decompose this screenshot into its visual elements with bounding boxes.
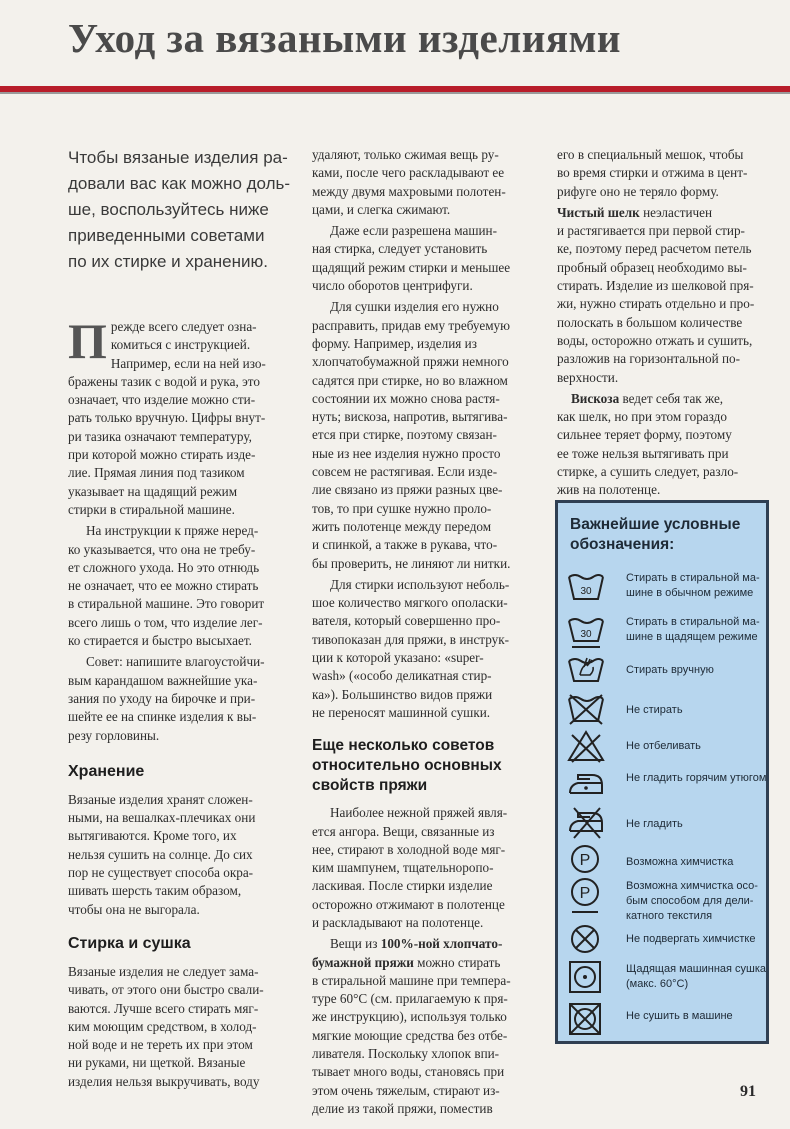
text-line: ной воде и не тереть их при этом bbox=[68, 1037, 253, 1053]
text-line: шейте ее на спинке изделия к вы- bbox=[68, 709, 257, 725]
title-rule-grey bbox=[0, 92, 790, 94]
text-line: чтобы она не выгорала. bbox=[68, 901, 200, 917]
legend-item-text: Возможна химчистка bbox=[626, 856, 734, 868]
text-line: тов, то при сушке нужно проло- bbox=[312, 500, 492, 516]
page-title: Уход за вязаными изделиями bbox=[68, 15, 622, 61]
text-line: тивопоказан для пряжи, в инструк- bbox=[312, 631, 510, 647]
text-line: его в специальный мешок, чтобы bbox=[557, 147, 744, 162]
column-3 bbox=[557, 146, 772, 500]
text-line: ким моющим средством, в холод- bbox=[68, 1018, 257, 1034]
paragraph bbox=[312, 222, 524, 295]
dry-clean-letter: P bbox=[579, 852, 591, 869]
temperature-label: 30 bbox=[580, 586, 592, 597]
legend-item bbox=[566, 615, 766, 655]
text-line: как шелк, но при этом гораздо bbox=[557, 409, 727, 425]
legend-item bbox=[566, 693, 766, 733]
text-line: совсем не растягивая. Если изде- bbox=[312, 464, 498, 480]
legend-item-text: Не отбеливать bbox=[626, 740, 701, 752]
wash-30-icon bbox=[566, 571, 606, 603]
bold-text: Чистый шелк bbox=[557, 204, 640, 220]
text-line: жив на полотенце. bbox=[557, 482, 661, 498]
text-line: бражены тазик с водой и рука, это bbox=[68, 373, 260, 389]
text-line: ке, поэтому перед расчетом петель bbox=[557, 241, 752, 257]
text-run: можно стирать bbox=[413, 954, 501, 970]
paragraph bbox=[312, 576, 524, 722]
text-line: лие связано из пряжи разных цве- bbox=[312, 482, 503, 498]
text-line: ками, после чего раскладывают ее bbox=[312, 165, 505, 181]
legend-item-text: Не гладить bbox=[626, 818, 683, 830]
iron-low-icon bbox=[566, 767, 606, 799]
text-line: ная стирка, следует установить bbox=[312, 241, 488, 257]
tumble-dry-low-icon bbox=[566, 959, 606, 995]
text-line: верхности. bbox=[557, 369, 619, 385]
paragraph bbox=[557, 146, 772, 201]
text-line: цами, и слегка сжимают. bbox=[312, 201, 451, 217]
text-line: число оборотов центрифуги. bbox=[312, 278, 473, 294]
text-line: ласкивая. После стирки изделие bbox=[312, 878, 493, 894]
text-line: сильнее теряет форму, поэтому bbox=[557, 427, 732, 443]
paragraph bbox=[312, 804, 524, 932]
text-line: чивать, от этого они быстро свали- bbox=[68, 982, 264, 998]
text-line: комиться с инструкцией. bbox=[110, 337, 251, 353]
heading-storage: Хранение bbox=[68, 762, 145, 780]
text-line: в стиральной машине. Это говорит bbox=[68, 596, 265, 612]
text-line: во время стирки и отжима в цент- bbox=[557, 165, 748, 181]
text-line: осторожно отжимают в полотенце bbox=[312, 896, 505, 912]
paragraph bbox=[557, 390, 772, 500]
legend-item bbox=[566, 767, 766, 807]
hand-wash-icon bbox=[566, 653, 606, 685]
text-line: означает, что изделие можно сти- bbox=[68, 392, 256, 408]
text-line bbox=[557, 390, 772, 408]
text-line: ка»). Большинство видов пряжи bbox=[312, 686, 493, 702]
paragraph bbox=[312, 935, 524, 1118]
no-iron-icon bbox=[566, 805, 606, 839]
text-line: ко стирается и быстро высыхает. bbox=[68, 633, 252, 649]
text-line: Наиболее нежной пряжей явля- bbox=[330, 805, 508, 821]
text-run: неэластичен bbox=[639, 204, 713, 220]
no-tumble-dry-icon bbox=[566, 1001, 606, 1037]
legend-item-text: Щадящая машинная сушка (макс. 60°C) bbox=[626, 963, 767, 990]
heading-line: Еще несколько советов bbox=[312, 737, 495, 755]
text-line: нее, стирают в холодной воде мяг- bbox=[312, 841, 506, 857]
text-line: Например, если на ней изо- bbox=[110, 355, 266, 371]
text-line: стирке, а сушить следует, разло- bbox=[557, 464, 739, 480]
no-dry-clean-icon bbox=[566, 923, 606, 957]
text-line: Вязаные изделия не следует зама- bbox=[68, 963, 259, 979]
text-line: и спинкой, а также в рукава, что- bbox=[312, 537, 498, 553]
text-line: же инструкцию), используя только bbox=[312, 1009, 507, 1025]
text-line: ции к которой указано: «super- bbox=[312, 650, 484, 666]
text-line: ные из нее изделия нужно просто bbox=[312, 445, 501, 461]
text-line: мягкие моющие средства без отбе- bbox=[312, 1027, 508, 1043]
page-number: 91 bbox=[740, 1083, 756, 1100]
text-line: Совет: напишите влагоустойчи- bbox=[86, 654, 265, 670]
legend-item bbox=[566, 653, 766, 693]
dry-clean-letter: P bbox=[579, 885, 591, 902]
text-line: нуть; вискоза, напротив, вытягива- bbox=[312, 409, 508, 425]
text-line: Даже если разрешена машин- bbox=[330, 223, 497, 239]
text-line: зания по уходу на бирочке и при- bbox=[68, 690, 256, 706]
paragraph bbox=[68, 653, 283, 744]
text-line: и растягивается при первой стир- bbox=[557, 223, 745, 239]
column-1 bbox=[68, 313, 283, 1091]
text-line: шое количество мягкого ополаски- bbox=[312, 595, 508, 611]
text-line bbox=[557, 204, 772, 222]
text-line: делие из такой пряжи, поместив bbox=[312, 1100, 493, 1116]
paragraph bbox=[68, 313, 283, 519]
text-line: пробный образец необходимо вы- bbox=[557, 259, 747, 275]
dry-clean-p-gentle-icon bbox=[566, 877, 606, 917]
wash-30-gentle-icon bbox=[566, 615, 606, 651]
text-line: ко указывается, что она не требу- bbox=[68, 541, 256, 557]
legend-item bbox=[566, 805, 766, 845]
text-line: вым карандашом важнейшие ука- bbox=[68, 672, 258, 688]
intro-line: по их стирке и хранению. bbox=[68, 252, 268, 271]
text-line: жить полотенце между передом bbox=[312, 518, 492, 534]
text-line: хлопчатобумажной пряжи немного bbox=[312, 354, 509, 370]
text-line: ваются. Лучше всего стирать мяг- bbox=[68, 1000, 259, 1016]
text-line: и раскладывают на полотенце. bbox=[312, 914, 484, 930]
text-line: бы проверить, не линяют ли нитки. bbox=[312, 555, 511, 571]
text-line: в стиральной машине при темпера- bbox=[312, 972, 511, 988]
text-line bbox=[312, 954, 524, 972]
text-line: Вязаные изделия хранят сложен- bbox=[68, 791, 253, 807]
text-line: вателя, который совершенно про- bbox=[312, 613, 501, 629]
care-symbols-legend bbox=[555, 500, 769, 1044]
legend-item bbox=[566, 1001, 766, 1041]
text-line: ными, на вешалках-плечиках они bbox=[68, 810, 256, 826]
text-line: рифуге оно не теряло форму. bbox=[557, 183, 719, 199]
text-line: стирки в стиральной машине. bbox=[68, 501, 235, 517]
legend-item bbox=[566, 923, 766, 963]
text-line: не переносят машинной сушки. bbox=[312, 704, 491, 720]
paragraph bbox=[68, 522, 283, 650]
paragraph bbox=[312, 146, 524, 219]
paragraph bbox=[312, 298, 524, 572]
legend-item bbox=[566, 571, 766, 611]
heading-line: свойств пряжи bbox=[312, 777, 428, 795]
text-line: лие. Прямая линия под тазиком bbox=[68, 465, 245, 481]
text-line: ким шампунем, тщательноропо- bbox=[312, 860, 494, 876]
bold-text: Вискоза bbox=[571, 390, 620, 406]
text-line: ри тазика означают температуру, bbox=[68, 428, 252, 444]
text-line: не означает, что ее можно стирать bbox=[68, 578, 259, 594]
text-line: рать только вручную. Цифры внут- bbox=[68, 410, 266, 426]
text-run: ведет себя так же, bbox=[619, 390, 724, 406]
drop-cap: П bbox=[68, 313, 107, 369]
heading-wash-dry: Стирка и сушка bbox=[68, 934, 191, 952]
legend-item bbox=[566, 729, 766, 769]
legend-item-text: Не сушить в машине bbox=[626, 1010, 733, 1022]
heading-more-tips bbox=[312, 736, 524, 796]
text-line: щадящий режим стирки и меньшее bbox=[312, 259, 511, 275]
legend-item-text: Не гладить горячим утюгом bbox=[626, 772, 767, 784]
text-line: пор не существует способа окра- bbox=[68, 865, 254, 881]
text-line: этом очень тяжелым, стирают из- bbox=[312, 1082, 500, 1098]
text-line: нельзя сушить на солнце. До сих bbox=[68, 846, 253, 862]
column-2 bbox=[312, 146, 524, 1118]
text-line: расправить, придав ему требуемую bbox=[312, 317, 510, 333]
text-line: Для стирки используют неболь- bbox=[330, 576, 510, 592]
text-line: режде всего следует озна- bbox=[110, 319, 257, 334]
legend-title-line: Важнейшие условные bbox=[570, 516, 741, 533]
text-line: всего лишь о том, что изделие лег- bbox=[68, 614, 263, 630]
legend-item-text: Не стирать bbox=[626, 704, 683, 716]
no-bleach-icon bbox=[566, 729, 606, 763]
legend-item-text: Стирать вручную bbox=[626, 664, 714, 676]
bold-text: бумажной пряжи bbox=[312, 954, 414, 970]
text-line: стирать. Изделие из шелковой пря- bbox=[557, 278, 754, 294]
text-line: жи, нужно стирать отдельно и про- bbox=[557, 296, 755, 312]
intro-line: Чтобы вязаные изделия ра- bbox=[68, 148, 288, 167]
text-line: при которой можно стирать изде- bbox=[68, 447, 256, 463]
heading-line: относительно основных bbox=[312, 757, 502, 775]
text-line bbox=[312, 935, 524, 953]
legend-item-text: Возможна химчистка осо-бым способом для дели-катного текстиля bbox=[626, 880, 758, 922]
legend-item-text: Стирать в стиральной ма-шине в щадящем режиме bbox=[626, 616, 760, 643]
temperature-label: 30 bbox=[580, 629, 592, 640]
intro-line: приведенными советами bbox=[68, 226, 265, 245]
legend-item-text: Стирать в стиральной ма-шине в обычном режиме bbox=[626, 572, 760, 599]
legend-item bbox=[566, 877, 766, 925]
legend-item-text: Не подвергать химчистке bbox=[626, 933, 756, 945]
text-line: тывает много воды, становясь при bbox=[312, 1064, 505, 1080]
legend-item bbox=[566, 959, 766, 999]
text-run: Вещи из bbox=[330, 936, 381, 952]
paragraph bbox=[68, 791, 283, 919]
text-line: вытягиваются. Кроме того, их bbox=[68, 828, 237, 844]
text-line: ее тоже нельзя вытягивать при bbox=[557, 445, 729, 461]
intro-line: ше, воспользуйтесь ниже bbox=[68, 200, 269, 219]
text-line: Для сушки изделия его нужно bbox=[330, 299, 499, 315]
text-line: ется ангора. Вещи, связанные из bbox=[312, 823, 495, 839]
text-line: полоскать в большом количестве bbox=[557, 314, 743, 330]
text-line: На инструкции к пряже неред- bbox=[86, 523, 259, 539]
text-line: туре 60°C (см. прилагаемую к пря- bbox=[312, 991, 508, 1007]
text-line: ни руками, ни щеткой. Вязаные bbox=[68, 1055, 246, 1071]
legend-title-line: обозначения: bbox=[570, 536, 675, 553]
text-line: между двумя махровыми полотен- bbox=[312, 183, 506, 199]
text-line: шивать шерсть таким образом, bbox=[68, 883, 242, 899]
paragraph bbox=[68, 963, 283, 1091]
bold-text: 100%-ной хлопчато- bbox=[380, 936, 503, 952]
text-line: изделия нельзя выкручивать, воду bbox=[68, 1073, 260, 1089]
text-line: ливателя. Поскольку хлопок впи- bbox=[312, 1046, 500, 1062]
text-line: разложив на горизонтальной по- bbox=[557, 351, 741, 367]
text-line: резу горловины. bbox=[68, 727, 160, 743]
intro-line: довали вас как можно доль- bbox=[68, 174, 291, 193]
text-line: ет сложного ухода. Но это отнюдь bbox=[68, 559, 260, 575]
text-line: ется при стирке, поэтому связан- bbox=[312, 427, 497, 443]
no-wash-icon bbox=[566, 693, 606, 725]
text-line: воды, осторожно отжать и сушить, bbox=[557, 332, 753, 348]
text-line: удаляют, только сжимая вещь ру- bbox=[312, 147, 499, 162]
text-line: указывает на щадящий режим bbox=[68, 483, 238, 499]
text-line: садятся при стирке, но во влажном bbox=[312, 372, 508, 388]
text-line: wash» («особо деликатная стир- bbox=[312, 668, 492, 684]
text-line: состоянии их можно снова растя- bbox=[312, 390, 500, 406]
dry-clean-p-icon bbox=[566, 843, 606, 877]
intro-text bbox=[68, 145, 290, 275]
legend-title bbox=[570, 515, 760, 555]
text-line: форму. Например, изделия из bbox=[312, 335, 477, 351]
paragraph bbox=[557, 204, 772, 387]
